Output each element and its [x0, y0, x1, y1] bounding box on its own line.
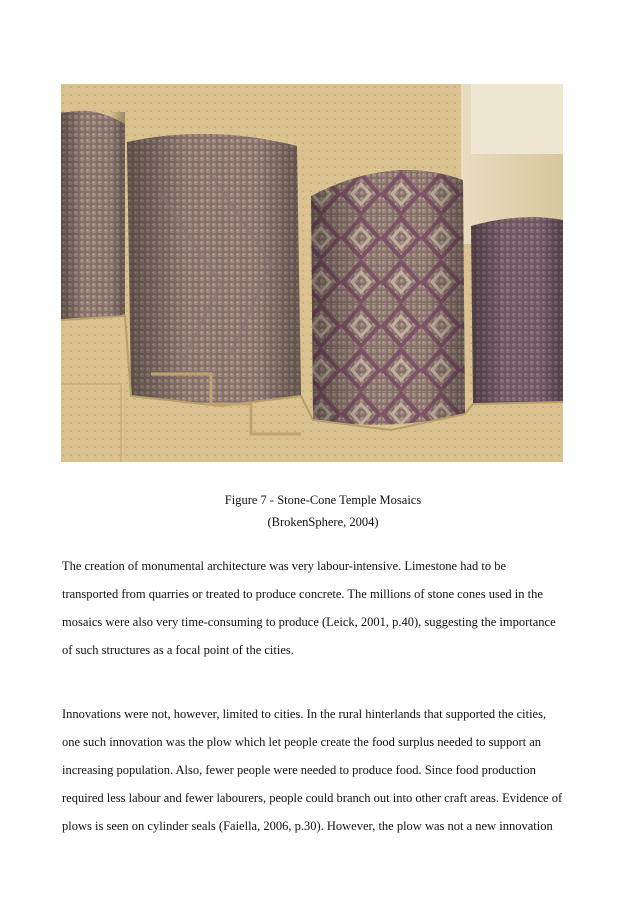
paragraph-1	[62, 552, 582, 664]
figure-caption-title: Figure 7 - Stone-Cone Temple Mosaics	[224, 493, 422, 507]
stone-cone-mosaic-photo	[61, 84, 563, 462]
figure-caption-credit: (BrokenSphere, 2004)	[267, 515, 379, 529]
paragraph-line: increasing population. Also, fewer people were needed to produce food. Since food production	[62, 763, 536, 777]
paragraph-line: mosaics were also very time-consuming to produce (Leick, 2001, p.40), suggesting the importance	[62, 615, 556, 629]
paragraph-line: The creation of monumental architecture was very labour-intensive. Limestone had to be	[62, 559, 507, 573]
paragraph-line: required less labour and fewer labourers, people could branch out into other craft areas. Evidence of	[62, 791, 563, 805]
paragraph-line: of such structures as a focal point of the cities.	[62, 643, 294, 657]
paragraph-line: Innovations were not, however, limited to cities. In the rural hinterlands that supported the cities,	[62, 707, 547, 721]
paragraph-line: plows is seen on cylinder seals (Faiella, 2006, p.30). However, the plow was not a new innovation	[62, 819, 553, 833]
paragraph-line: transported from quarries or treated to produce concrete. The millions of stone cones used in the	[62, 587, 543, 601]
paragraph-2	[62, 700, 582, 840]
paragraph-line: one such innovation was the plow which let people create the food surplus needed to support an	[62, 735, 542, 749]
